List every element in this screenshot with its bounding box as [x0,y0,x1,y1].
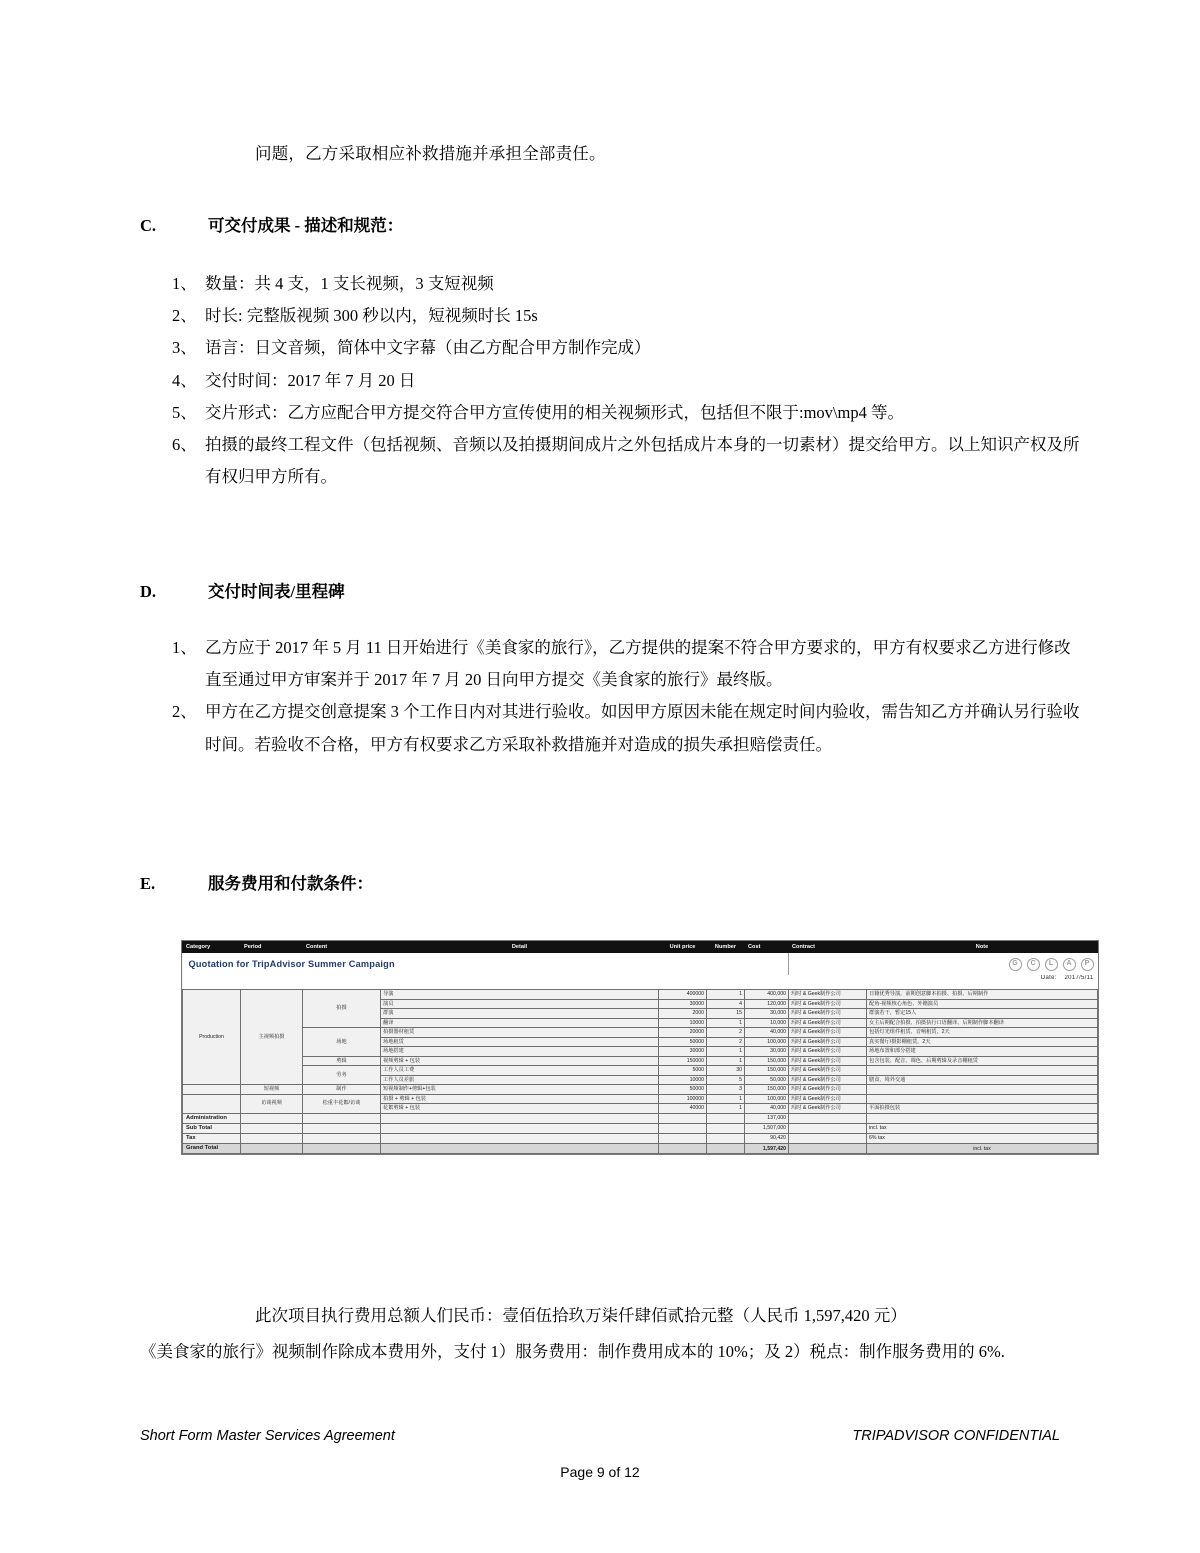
list-item-text: 乙方应于 2017 年 5 月 11 日开始进行《美食家的旅行》，乙方提供的提案不符合甲方要求的，甲方有权要求乙方进行修改直至通过甲方审案并于 2017 年 7 月 20 日向甲方提交《美食家的旅行》最终版。 [205,638,1071,690]
cell-contract: 玛时 & Geek制作公司 [789,990,867,1000]
cell-cost: 30,000 [745,1047,789,1057]
list-item [172,696,1082,760]
cell-number: 1 [707,1104,745,1114]
section-d-list-wrap [172,632,1082,761]
cell-detail: 拍摄 + 剪辑 + 包装 [381,1094,659,1104]
cell-number: 4 [707,999,745,1009]
cell-content-interview-make: 松重丰花絮/访谈 [303,1094,381,1113]
cell-content-shoot: 拍摄 [303,990,381,1028]
cell-unit-price: 150000 [659,1056,707,1066]
cell-number: 1 [707,1056,745,1066]
cell-note [867,1085,1098,1095]
cell-unit-price: 400000 [659,990,707,1000]
cell-number: 2 [707,1028,745,1038]
cell-detail: 拍摄器材租赁 [381,1028,659,1038]
cell-number: 2 [707,1037,745,1047]
section-e-letter: E. [140,874,156,893]
cell-content-labor: 劳务 [303,1066,381,1085]
cell-contract: 玛时 & Geek制作公司 [789,1037,867,1047]
section-c-list [172,268,1082,493]
list-item [172,632,1082,696]
footer-page-number: Page 9 of 12 [560,1464,640,1480]
total-cost: 1,597,420 [745,1144,789,1154]
closing-paragraph-terms: 《美食家的旅行》视频制作除成本费用外，支付 1）服务费用：制作费用成本的 10%；及 2）税点：制作服务费用的 6%. [140,1342,1005,1361]
cell-unit-price: 30000 [659,999,707,1009]
list-item-text: 交付时间：2017 年 7 月 20 日 [205,370,416,390]
cell-unit-price: 2000 [659,1009,707,1019]
cell-unit-price: 10000 [659,1075,707,1085]
table-row-administration [183,1113,1098,1123]
cell-contract: 玛时 & Geek制作公司 [789,1094,867,1104]
cell-note: 平面拍摄包装 [867,1104,1098,1114]
cell-number: 5 [707,1075,745,1085]
cell-contract: 玛时 & Geek制作公司 [789,1018,867,1028]
quotation-date-cell [183,975,1098,985]
cell-contract: 玛时 & Geek制作公司 [789,1075,867,1085]
quotation-title: Quotation for TripAdvisor Summer Campaign [183,953,789,976]
list-item-text: 交片形式：乙方应配合甲方提交符合甲方宣传使用的相关视频形式，包括但不限于:mov\mp4 等。 [205,402,904,422]
footer-left: Short Form Master Services Agreement [140,1428,395,1444]
total-note: incl. tax [867,1123,1098,1133]
cell-contract: 玛时 & Geek制作公司 [789,1047,867,1057]
quotation-badges-cell [789,953,1098,976]
list-item [172,397,1082,429]
cell-content-edit: 剪辑 [303,1056,381,1066]
cell-number: 1 [707,1094,745,1104]
cell-period-interview: 访谈视频 [241,1094,303,1113]
total-note: 6% tax [867,1133,1098,1143]
cell-detail: 场地租赁 [381,1037,659,1047]
list-item [172,268,1082,300]
cell-unit-price: 30000 [659,1047,707,1057]
list-item [172,332,1082,364]
footer-right: TRIPADVISOR CONFIDENTIAL [852,1428,1060,1444]
cell-detail: 导演 [381,990,659,1000]
total-label: Administration [183,1113,241,1123]
cell-detail: 翻译 [381,1018,659,1028]
cell-number: 1 [707,1018,745,1028]
section-c-heading [140,212,1080,236]
table-row [183,990,1098,1000]
cell-detail: 花絮剪辑 + 包装 [381,1104,659,1114]
cell-contract: 玛时 & Geek制作公司 [789,1056,867,1066]
cell-note [867,1094,1098,1104]
cell-cost: 40,000 [745,1104,789,1114]
list-item-number: 1、 [172,274,197,293]
quotation-date-row [183,975,1098,985]
cell-detail: 工作人员差旅 [381,1075,659,1085]
column-header-cost: Cost [745,942,789,953]
cell-detail: 演员 [381,999,659,1009]
cell-note: 膳食、境外交通 [867,1075,1098,1085]
cell-unit-price: 5000 [659,1066,707,1076]
total-label: Tax [183,1133,241,1143]
cell-note: 女主后期配合拍摄、拍摄执行口语翻译、后期制作脚本翻译 [867,1018,1098,1028]
cell-cost: 150,000 [745,1056,789,1066]
cell-contract: 玛时 & Geek制作公司 [789,1028,867,1038]
badge-g-icon: G [1009,958,1022,971]
cell-cost: 40,000 [745,1028,789,1038]
intro-line: 问题，乙方采取相应补救措施并承担全部责任。 [255,144,606,163]
column-header-category: Category [183,942,241,953]
list-item-text: 数量：共 4 支，1 支长视频，3 支短视频 [205,274,494,293]
cell-contract: 玛时 & Geek制作公司 [789,999,867,1009]
list-item-number: 2、 [172,702,197,722]
badge-a-icon: A [1063,958,1076,971]
cell-cost: 150,000 [745,1066,789,1076]
cell-note: 真实餐厅/摄影棚租赁，2天 [867,1037,1098,1047]
total-cost: 1,507,000 [745,1123,789,1133]
cell-contract: 玛时 & Geek制作公司 [789,1104,867,1114]
section-d-title: 交付时间表/里程碑 [208,582,345,601]
list-item-number: 5、 [172,402,197,422]
cell-cost: 100,000 [745,1094,789,1104]
table-row [183,1094,1098,1104]
column-header-detail: Detail [381,942,659,953]
cell-category-empty [183,1094,241,1113]
list-item [172,429,1082,493]
cell-number: 1 [707,990,745,1000]
column-header-unit-price: Unit price [659,942,707,953]
list-item-text: 拍摄的最终工程文件（包括视频、音频以及拍摄期间成片之外包括成片本身的一切素材）提交给甲方。以上知识产权及所有权归甲方所有。 [205,434,1080,487]
column-header-period: Period [241,942,303,953]
cell-category: Production [183,990,241,1085]
cell-detail: 短视频制作+剪辑+包装 [381,1085,659,1095]
total-note [867,1113,1098,1123]
cell-note [867,1066,1098,1076]
cell-cost: 30,000 [745,1009,789,1019]
section-d-letter: D. [140,582,157,601]
cell-note: 包含包装、配音、调色、后期剪辑及录音棚租赁 [867,1056,1098,1066]
cell-unit-price: 40000 [659,1104,707,1114]
badge-p-icon: P [1081,958,1094,971]
cell-unit-price: 50000 [659,1037,707,1047]
cell-category-empty [183,1085,241,1095]
section-e [140,870,1080,894]
table-row-subtotal [183,1123,1098,1133]
table-row [183,1028,1098,1038]
cell-contract: 玛时 & Geek制作公司 [789,1009,867,1019]
cell-detail: 工作人员工费 [381,1066,659,1076]
total-cost: 90,420 [745,1133,789,1143]
cell-note: 配角-视频核心角色、外籍演员 [867,999,1098,1009]
section-d-heading [140,578,1080,602]
quotation-title-row [183,953,1098,976]
cell-cost: 120,000 [745,999,789,1009]
list-item-number: 6、 [172,434,197,454]
cell-cost: 50,000 [745,1075,789,1085]
cell-number: 3 [707,1085,745,1095]
total-note: incl. tax [867,1144,1098,1154]
cell-detail: 群演 [381,1009,659,1019]
cell-contract: 玛时 & Geek制作公司 [789,1066,867,1076]
list-item-number: 3、 [172,338,197,358]
quotation-header-row [183,942,1098,953]
cell-cost: 10,000 [745,1018,789,1028]
cell-number: 15 [707,1009,745,1019]
cell-note: 场地布置和部分搭建 [867,1047,1098,1057]
cell-content-short-make: 制作 [303,1085,381,1095]
list-item-number: 1、 [172,638,197,657]
quotation-date-label: Date: [1040,975,1057,981]
list-item-text: 语言：日文音频，简体中文字幕（由乙方配合甲方制作完成） [205,338,651,358]
list-item-number: 2、 [172,306,197,326]
cell-cost: 400,000 [745,990,789,1000]
cell-note: 包括灯光组件租赁、音响租赁，2天 [867,1028,1098,1038]
section-d-list [172,632,1082,761]
total-label: Grand Total [183,1144,241,1154]
column-header-note: Note [867,942,1098,953]
list-item-number: 4、 [172,370,197,390]
cell-number: 30 [707,1066,745,1076]
section-c-letter: C. [140,216,157,235]
quotation-table [181,940,1099,1155]
badge-c-icon: C [1027,958,1040,971]
cell-detail: 场地搭建 [381,1047,659,1057]
list-item [172,365,1082,397]
badge-l-icon: L [1045,958,1058,971]
total-cost: 137,000 [745,1113,789,1123]
total-label: Sub Total [183,1123,241,1133]
cell-note: 群演若干，暂定15人 [867,1009,1098,1019]
column-header-number: Number [707,942,745,953]
column-header-content: Content [303,942,381,953]
section-c-list-wrap [172,268,1082,493]
list-item-text: 甲方在乙方提交创意提案 3 个工作日内对其进行验收。如因甲方原因未能在规定时间内验收，需告知乙方并确认另行验收时间。若验收不合格，甲方有权要求乙方采取补救措施并对造成的损失承担赔偿责任。 [205,702,1080,754]
cell-cost: 100,000 [745,1037,789,1047]
quotation-date-value: 2017/5/11 [1064,975,1094,981]
cell-period-short: 短视频 [241,1085,303,1095]
cell-unit-price: 10000 [659,1018,707,1028]
cell-note: 日籍优秀导演。前期创意脚本拍摄、拍摄、后期制作 [867,990,1098,1000]
closing-paragraph-total: 此次项目执行费用总额人们民币：壹佰伍拾玖万柒仟肆佰贰拾元整（人民币 1,597,420 元） [255,1306,907,1325]
section-c [140,212,1080,236]
list-item [172,300,1082,332]
cell-number: 1 [707,1047,745,1057]
cell-unit-price: 100000 [659,1094,707,1104]
table-row-tax [183,1133,1098,1143]
section-c-title: 可交付成果 - 描述和规范： [208,216,404,235]
table-row [183,1066,1098,1076]
table-row-grand-total [183,1144,1098,1154]
cell-period-main: 主视频拍摄 [241,990,303,1085]
table-row [183,1056,1098,1066]
cell-cost: 150,000 [745,1085,789,1095]
table-row [183,1085,1098,1095]
cell-unit-price: 20000 [659,1028,707,1038]
cell-contract: 玛时 & Geek制作公司 [789,1085,867,1095]
section-e-title: 服务费用和付款条件： [208,874,373,893]
cell-content-venue: 场地 [303,1028,381,1057]
cell-unit-price: 50000 [659,1085,707,1095]
section-e-heading [140,870,1080,894]
column-header-contract: Contract [789,942,867,953]
list-item-text: 时长: 完整版视频 300 秒以内，短视频时长 15s [205,306,538,326]
section-d [140,578,1080,602]
cell-detail: 视频剪辑 + 包装 [381,1056,659,1066]
